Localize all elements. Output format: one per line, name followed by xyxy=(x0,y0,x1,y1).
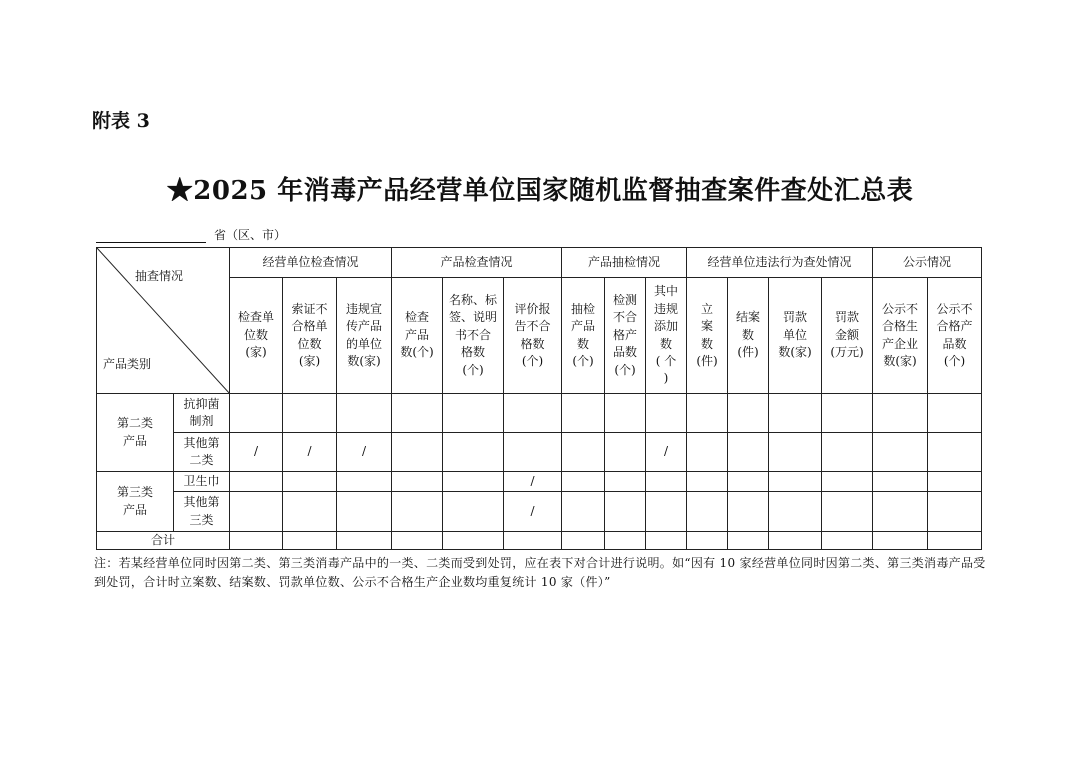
group-header-unit-inspection: 经营单位检查情况 xyxy=(230,248,392,278)
subcategory-other-class-two: 其他第 二类 xyxy=(174,433,230,472)
col-header-license-noncompliant: 索证不 合格单 位数 (家) xyxy=(283,278,337,394)
data-cell[interactable] xyxy=(769,532,822,550)
col-header-report-noncompliant: 评价报 告不合 格数 (个) xyxy=(504,278,562,394)
slash-cell: / xyxy=(646,433,687,472)
data-cell[interactable] xyxy=(283,394,337,433)
data-cell[interactable] xyxy=(443,394,504,433)
province-field xyxy=(96,226,286,243)
summary-table xyxy=(96,247,982,550)
data-cell[interactable] xyxy=(443,472,504,492)
subcategory-antibacterial: 抗抑菌 制剂 xyxy=(174,394,230,433)
data-cell[interactable] xyxy=(605,492,646,532)
total-label: 合计 xyxy=(97,532,230,550)
data-cell[interactable] xyxy=(769,433,822,472)
slash-cell: / xyxy=(230,433,283,472)
data-cell[interactable] xyxy=(928,492,982,532)
data-cell[interactable] xyxy=(873,532,928,550)
data-cell[interactable] xyxy=(873,433,928,472)
data-cell[interactable] xyxy=(605,433,646,472)
data-cell[interactable] xyxy=(337,394,392,433)
group-header-sampling: 产品抽检情况 xyxy=(562,248,687,278)
data-cell[interactable] xyxy=(646,472,687,492)
table-row xyxy=(97,433,982,472)
data-cell[interactable] xyxy=(769,472,822,492)
col-header-cases-filed: 立 案 数 (件) xyxy=(687,278,728,394)
col-header-illegal-promotion: 违规宣 传产品 的单位 数(家) xyxy=(337,278,392,394)
col-header-inspected-products: 检查 产品 数(个) xyxy=(392,278,443,394)
data-cell[interactable] xyxy=(769,492,822,532)
data-cell[interactable] xyxy=(504,532,562,550)
data-cell[interactable] xyxy=(646,532,687,550)
subcategory-sanitary-napkin: 卫生巾 xyxy=(174,472,230,492)
data-cell[interactable] xyxy=(822,472,873,492)
data-cell[interactable] xyxy=(562,492,605,532)
data-cell[interactable] xyxy=(728,394,769,433)
group-header-enforcement: 经营单位违法行为查处情况 xyxy=(687,248,873,278)
data-cell[interactable] xyxy=(562,433,605,472)
data-cell[interactable] xyxy=(646,394,687,433)
data-cell[interactable] xyxy=(728,472,769,492)
data-cell[interactable] xyxy=(504,394,562,433)
data-cell[interactable] xyxy=(873,492,928,532)
header-inspection-label: 抽查情况 xyxy=(135,269,184,283)
data-cell[interactable] xyxy=(605,532,646,550)
data-cell[interactable] xyxy=(562,472,605,492)
data-cell[interactable] xyxy=(646,492,687,532)
slash-cell: / xyxy=(283,433,337,472)
col-header-label-noncompliant: 名称、标 签、说明 书不合 格数 (个) xyxy=(443,278,504,394)
data-cell[interactable] xyxy=(728,492,769,532)
data-cell[interactable] xyxy=(283,532,337,550)
table-row xyxy=(97,492,982,532)
data-cell[interactable] xyxy=(392,394,443,433)
data-cell[interactable] xyxy=(728,433,769,472)
col-header-fined-units: 罚款 单位 数(家) xyxy=(769,278,822,394)
data-cell[interactable] xyxy=(337,532,392,550)
data-cell[interactable] xyxy=(928,472,982,492)
data-cell[interactable] xyxy=(562,394,605,433)
col-header-test-failed: 检测 不合 格产 品数 (个) xyxy=(605,278,646,394)
data-cell[interactable] xyxy=(873,394,928,433)
subcategory-other-class-three: 其他第 三类 xyxy=(174,492,230,532)
group-header-product-inspection: 产品检查情况 xyxy=(392,248,562,278)
data-cell[interactable] xyxy=(687,532,728,550)
data-cell[interactable] xyxy=(822,394,873,433)
data-cell[interactable] xyxy=(605,394,646,433)
data-cell[interactable] xyxy=(504,433,562,472)
slash-cell: / xyxy=(504,472,562,492)
slash-cell: / xyxy=(504,492,562,532)
col-header-cases-closed: 结案 数 (件) xyxy=(728,278,769,394)
appendix-label: 附表 3 xyxy=(92,110,150,132)
data-cell[interactable] xyxy=(687,394,728,433)
category-class-three: 第三类 产品 xyxy=(97,472,174,532)
data-cell[interactable] xyxy=(687,433,728,472)
header-category-label: 产品类别 xyxy=(103,357,152,371)
header-diagonal-cell xyxy=(97,248,230,394)
group-header-disclosure: 公示情况 xyxy=(873,248,982,278)
data-cell[interactable] xyxy=(337,492,392,532)
province-suffix: 省（区、市） xyxy=(214,228,287,242)
col-header-inspected-units: 检查单 位数 (家) xyxy=(230,278,283,394)
table-row-total xyxy=(97,532,982,550)
data-cell[interactable] xyxy=(337,472,392,492)
col-header-sampled-products: 抽检 产品 数 (个) xyxy=(562,278,605,394)
data-cell[interactable] xyxy=(283,472,337,492)
col-header-fine-amount: 罚款 金额 (万元) xyxy=(822,278,873,394)
page-title: ★2025 年消毒产品经营单位国家随机监督抽查案件查处汇总表 xyxy=(166,176,914,206)
data-cell[interactable] xyxy=(822,433,873,472)
data-cell[interactable] xyxy=(928,394,982,433)
data-cell[interactable] xyxy=(562,532,605,550)
data-cell[interactable] xyxy=(230,472,283,492)
data-cell[interactable] xyxy=(230,532,283,550)
data-cell[interactable] xyxy=(728,532,769,550)
data-cell[interactable] xyxy=(928,532,982,550)
table-row xyxy=(97,394,982,433)
data-cell[interactable] xyxy=(392,472,443,492)
data-cell[interactable] xyxy=(873,472,928,492)
category-class-two: 第二类 产品 xyxy=(97,394,174,472)
data-cell[interactable] xyxy=(822,532,873,550)
data-cell[interactable] xyxy=(443,433,504,472)
data-cell[interactable] xyxy=(605,472,646,492)
data-cell[interactable] xyxy=(392,532,443,550)
data-cell[interactable] xyxy=(769,394,822,433)
data-cell[interactable] xyxy=(822,492,873,532)
table-row xyxy=(97,472,982,492)
data-cell[interactable] xyxy=(392,433,443,472)
data-cell[interactable] xyxy=(687,492,728,532)
col-header-illegal-additives: 其中 违规 添加 数 ( 个 ) xyxy=(646,278,687,394)
province-blank-line xyxy=(96,228,206,243)
data-cell[interactable] xyxy=(443,492,504,532)
col-header-disclosed-producers: 公示不 合格生 产企业 数(家) xyxy=(873,278,928,394)
data-cell[interactable] xyxy=(687,472,728,492)
col-header-disclosed-products: 公示不 合格产 品数 (个) xyxy=(928,278,982,394)
data-cell[interactable] xyxy=(283,492,337,532)
data-cell[interactable] xyxy=(392,492,443,532)
data-cell[interactable] xyxy=(230,492,283,532)
data-cell[interactable] xyxy=(230,394,283,433)
footnote: 注：若某经营单位同时因第二类、第三类消毒产品中的一类、二类而受到处罚，应在表下对合计进行说明。如“因有 10 家经营单位同时因第二类、第三类消毒产品受到处罚，合计时立案数、结案数、罚款单位数、公示不合格生产企业数均重复统计 10 家（件）” xyxy=(94,556,986,589)
slash-cell: / xyxy=(337,433,392,472)
data-cell[interactable] xyxy=(928,433,982,472)
data-cell[interactable] xyxy=(443,532,504,550)
